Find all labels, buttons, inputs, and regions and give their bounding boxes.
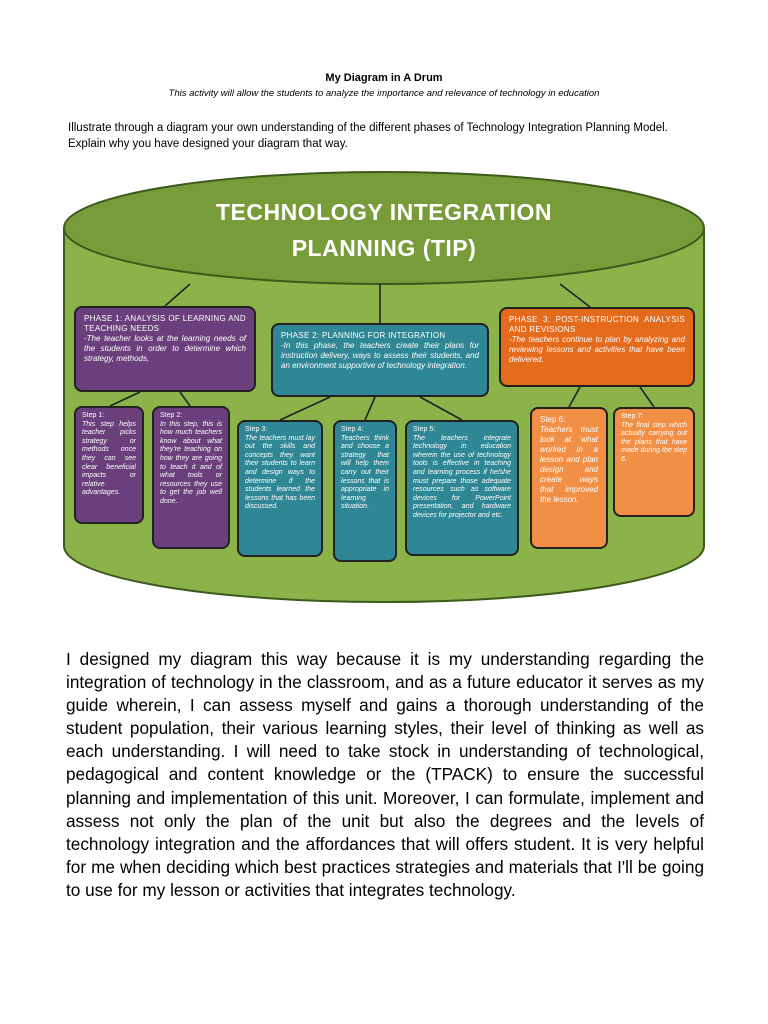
phase-3-box xyxy=(499,307,695,387)
step-4-description: Teachers think and choose a strategy that will help them carry out their lessons that is appropriate in learning situation. xyxy=(341,434,389,511)
instructions-text: Illustrate through a diagram your own understanding of the different phases of Technology Integration Planning Model. Explain why you have designed your diagram that way. xyxy=(68,122,668,150)
step-3-description: The teachers must lay out the skills and concepts they want their students to learn and design ways to determine if the students learned the lessons that has been discussed. xyxy=(245,434,315,511)
step-6-box xyxy=(530,407,608,549)
step-2-description: In this step, this is how much teachers know about what they're teaching on how they are going to teach it and of what tools or resources they use to get the job well done. xyxy=(160,420,222,505)
step-3-box xyxy=(237,420,323,557)
drum-top xyxy=(64,172,704,284)
diagram-title-line2: PLANNING (TIP) xyxy=(291,235,477,261)
document-title: My Diagram in A Drum xyxy=(325,72,443,84)
essay-paragraph: I designed my diagram this way because it is my understanding regarding the integration of technology in the classroom, and as a future educator it serves as my guide wherein, I can assess myself and gains a thorough understanding of the student population, their various learning styles, their level of thinking as well as each understanding. I will need to take stock in understanding of technological, pedagogical and content knowledge or the (TPACK) to ensure the successful planning and implementation of this unit. Moreover, I can formulate, implement and assess not only the plan of the unit but also the degrees and the levels of technology integration and the affordances that will offers student. It is very helpful for me when deciding which best practices strategies and materials that I'll be going to use for my lesson or activities that integrates technology. xyxy=(66,649,704,900)
step-6-description: Teachers must look at what worked in a lesson and plan design and create ways that improved the lesson. xyxy=(540,425,598,504)
phase-3-heading: PHASE 3: POST-INSTRUCTION ANALYSIS AND REVISIONS xyxy=(509,315,685,334)
step-5-label: Step 5: xyxy=(413,426,436,433)
step-1-description: This step helps teacher picks strategy or methods once they can see clear beneficial impacts or relative advantages. xyxy=(82,420,136,497)
step-3-label: Step 3: xyxy=(245,426,268,433)
step-6-label: Step 6: xyxy=(540,415,566,424)
phase-2-heading: PHASE 2: PLANNING FOR INTEGRATION xyxy=(281,331,446,340)
phase-1-heading: PHASE 1: ANALYSIS OF LEARNING AND TEACHING NEEDS xyxy=(84,314,246,333)
step-2-label: Step 2: xyxy=(160,412,183,419)
phase-2-box xyxy=(271,323,489,397)
step-7-label: Step 7: xyxy=(621,413,644,420)
step-7-box xyxy=(613,407,695,517)
step-5-box xyxy=(405,420,519,556)
step-7-description: The final step which actually carrying out the plans that have made during the step 6. xyxy=(621,421,687,463)
step-4-box xyxy=(333,420,397,562)
step-1-box xyxy=(74,406,144,524)
phase-3-description: -The teachers continue to plan by analyzing and reviewing lessons and activities that have been delivered. xyxy=(509,335,685,364)
diagram-title-line1: TECHNOLOGY INTEGRATION xyxy=(216,199,552,225)
phase-1-description: -The teacher looks at the learning needs of the students in order to determine which strategy, methods, xyxy=(84,334,246,363)
step-5-description: The teachers integrate technology in education wherein the use of technology tools is effective in teaching and learning process if he/she must prepare those adequate resources such as software devices for PowerPoint presentation, and hardware devices for projector and etc. xyxy=(413,434,511,519)
step-2-box xyxy=(152,406,230,549)
step-4-label: Step 4: xyxy=(341,426,364,433)
phase-2-description: -In this phase, the teachers create their plans for instruction delivery, ways to assess their students, and an environment supportive of technology integration. xyxy=(281,341,479,370)
phase-1-box xyxy=(74,306,256,392)
step-1-label: Step 1: xyxy=(82,412,105,419)
document-subtitle: This activity will allow the students to analyze the importance and relevance of technology in education xyxy=(168,88,600,99)
